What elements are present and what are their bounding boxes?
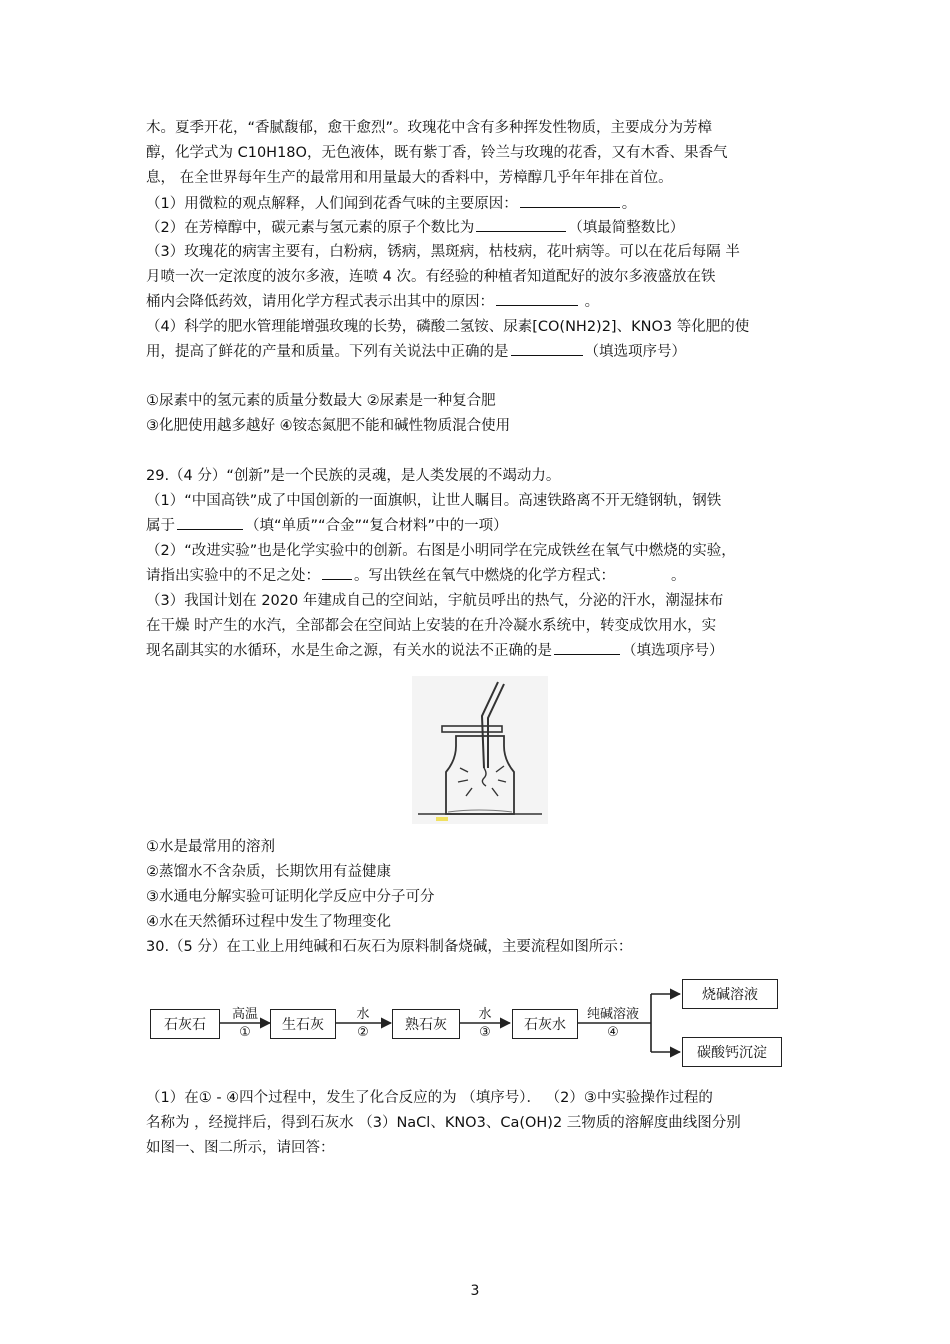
intro-line-1: 木。夏季开花，“香腻馥郁，愈干愈烈”。玫瑰花中含有多种挥发性物质，主要成分为芳樟: [146, 120, 713, 136]
step3-number: ③: [479, 1025, 491, 1040]
q30-line-3: 如图一、图二所示，请回答：: [146, 1140, 335, 1156]
q29-sub1-line2: 属于 （填“单质”“合金”“复合材料”中的一项）: [146, 514, 814, 539]
step1-number: ①: [239, 1025, 251, 1040]
q29-sub1-line1: （1）“中国高铁”成了中国创新的一面旗帜，让世人瞩目。高速铁路离不开无缝钢轨，钢铁: [146, 493, 722, 509]
flow-box-lime-water: 石灰水: [512, 1009, 578, 1039]
step3-condition: 水: [478, 1007, 492, 1022]
q28-sub4-line2: 用，提高了鲜花的产量和质量。下列有关说法中正确的是 （填选项序号）: [146, 340, 814, 365]
intro-line-3: 息， 在全世界每年生产的最常用和用量最大的香料中，芳樟醇几乎年年排在首位。: [146, 170, 673, 186]
answer-blank[interactable]: [476, 216, 566, 232]
q30-line-1: （1）在① - ④四个过程中，发生了化合反应的为 （填序号）． （2）③中实验操作过程的: [146, 1090, 713, 1106]
q28-sub3-line1: （3）玫瑰花的病害主要有，白粉病，锈病，黑斑病，枯枝病，花叶病等。可以在花后每隔 半: [146, 244, 740, 260]
q28-sub4-line1: （4）科学的肥水管理能增强玫瑰的长势，磷酸二氢铵、尿素[CO(NH2)2]、KNO3 等化肥的使: [146, 319, 750, 335]
iron-wire-combustion-figure: [412, 676, 548, 824]
flow-box-slaked-lime: 熟石灰: [392, 1009, 460, 1039]
q29-sub2-line1: （2）“改进实验”也是化学实验中的创新。右图是小明同学在完成铁丝在氧气中燃烧的实验，: [146, 543, 736, 559]
page-number: 3: [470, 1283, 480, 1299]
step2-condition: 水: [356, 1007, 370, 1022]
answer-blank[interactable]: [511, 340, 583, 356]
intro-line-2: 醇，化学式为 C10H18O，无色液体，既有紫丁香，铃兰与玫瑰的花香，又有木香、果香气: [146, 145, 728, 161]
step1-condition: 高温: [231, 1007, 258, 1022]
q29-sub3-line2: 在干燥 时产生的水汽，全部都会在空间站上安装的在升冷凝水系统中，转变成饮用水，实: [146, 618, 717, 634]
q28-sub3-line2: 月喷一次一定浓度的波尔多液，连喷 4 次。有经验的种植者知道配好的波尔多液盛放在铁: [146, 269, 716, 285]
q29-option-2: ②蒸馏水不含杂质，长期饮用有益健康: [146, 864, 391, 880]
flow-box-caustic-soda: 烧碱溶液: [682, 979, 778, 1009]
q29-heading: 29.（4 分）“创新”是一个民族的灵魂，是人类发展的不竭动力。: [146, 468, 561, 484]
answer-blank[interactable]: [520, 192, 620, 208]
answer-blank[interactable]: [554, 639, 620, 655]
q28-sub3-line3: 桶内会降低药效，请用化学方程式表示出其中的原因： 。: [146, 290, 814, 315]
q28-options-line1: ①尿素中的氢元素的质量分数最大 ②尿素是一种复合肥: [146, 393, 496, 409]
q28-sub2: （2）在芳樟醇中，碳元素与氢元素的原子个数比为 （填最简整数比）: [146, 216, 814, 241]
q29-option-1: ①水是最常用的溶剂: [146, 839, 275, 855]
answer-blank[interactable]: [322, 564, 352, 580]
q29-sub3-line1: （3）我国计划在 2020 年建成自己的空间站，宇航员呼出的热气，分泌的汗水，潮湿抹布: [146, 593, 724, 609]
flow-box-limestone: 石灰石: [150, 1009, 220, 1039]
q29-sub3-line3: 现名副其实的水循环，水是生命之源，有关水的说法不正确的是 （填选项序号）: [146, 639, 814, 664]
flow-box-quicklime: 生石灰: [270, 1009, 336, 1039]
process-flowchart: [146, 975, 810, 1071]
q29-sub2-line2: 请指出实验中的不足之处： 。写出铁丝在氧气中燃烧的化学方程式： 。: [146, 564, 814, 589]
step2-number: ②: [357, 1025, 369, 1040]
answer-blank[interactable]: [177, 514, 243, 530]
q29-option-3: ③水通电分解实验可证明化学反应中分子可分: [146, 889, 435, 905]
q29-option-4: ④水在天然循环过程中发生了物理变化: [146, 914, 391, 930]
step4-number: ④: [607, 1025, 619, 1040]
q30-line-2: 名称为 ，经搅拌后，得到石灰水 （3）NaCl、KNO3、Ca(OH)2 三物质的溶解度曲线图分别: [146, 1115, 741, 1131]
flow-box-caco3-precipitate: 碳酸钙沉淀: [682, 1037, 782, 1067]
q28-options-line2: ③化肥使用越多越好 ④铵态氮肥不能和碱性物质混合使用: [146, 418, 511, 434]
q28-sub1: （1）用微粒的观点解释，人们闻到花香气味的主要原因： 。: [146, 192, 814, 217]
answer-blank[interactable]: [496, 290, 578, 306]
step4-condition: 纯碱溶液: [586, 1007, 639, 1022]
q30-heading: 30.（5 分）在工业上用纯碱和石灰石为原料制备烧碱，主要流程如图所示：: [146, 939, 633, 955]
